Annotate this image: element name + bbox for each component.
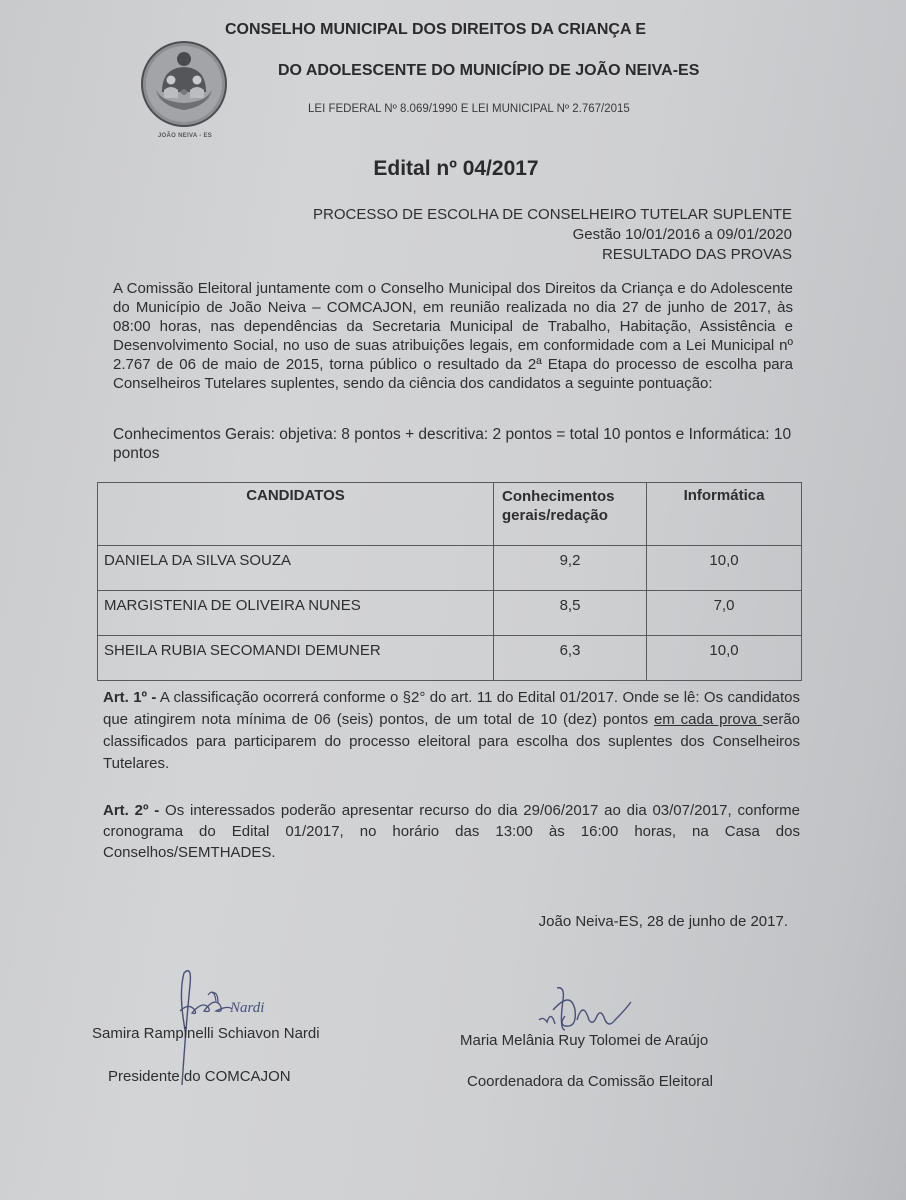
law-reference: LEI FEDERAL Nº 8.069/1990 E LEI MUNICIPAL Nº 2.767/2015 <box>308 103 630 115</box>
computing-score: 10,0 <box>647 636 802 681</box>
council-name-line1: CONSELHO MUNICIPAL DOS DIREITOS DA CRIANÇA E <box>225 21 647 38</box>
intro-paragraph: A Comissão Eleitoral juntamente com o Conselho Municipal dos Direitos da Criança e do Adolescente do Município de João Neiva – COMCAJON, em reunião realizada no dia 27 de junho de 2017, às 08:00 horas, nas dependências da Secretaria Municipal de Trabalho, Habitação, Assistência e Desenvolvimento Social, no uso de suas atribuições legais, em conformidade com a Lei Municipal nº 2.767 de 06 de maio de 2015, torna público o resultado da 2ª Etapa do processo de escolha para Conselheiros Tutelares suplentes, sendo da ciência dos candidatos a seguinte pontuação: <box>113 280 793 393</box>
table-header-row <box>98 483 802 546</box>
article-1-text-after: serão classificados para participarem do processo eleitoral para escolha dos suplentes dos Conselheiros Tutelares. <box>103 711 801 772</box>
council-name-line2: DO ADOLESCENTE DO MUNICÍPIO DE JOÃO NEIVA-ES <box>278 62 700 79</box>
candidate-name: DANIELA DA SILVA SOUZA <box>98 546 494 591</box>
signer-2-name: Maria Melânia Ruy Tolomei de Araújo <box>460 1032 709 1049</box>
council-logo <box>140 40 228 128</box>
candidate-name: MARGISTENIA DE OLIVEIRA NUNES <box>98 591 494 636</box>
article-1-label: Art. 1º - <box>103 689 157 706</box>
article-2 <box>103 800 800 863</box>
general-score: 8,5 <box>494 591 647 636</box>
place-date: João Neiva-ES, 28 de junho de 2017. <box>538 913 788 930</box>
signer-1-role: Presidente do COMCAJON <box>108 1068 291 1085</box>
result-subtitle: RESULTADO DAS PROVAS <box>601 246 792 263</box>
signature-maria <box>535 980 645 1040</box>
candidate-name: SHEILA RUBIA SECOMANDI DEMUNER <box>98 636 494 681</box>
scoring-note: Conhecimentos Gerais: objetiva: 8 pontos + descritiva: 2 pontos = total 10 pontos e Informática: 10 pontos <box>113 426 792 462</box>
article-2-label: Art. 2º - <box>103 802 160 819</box>
signature-samira-text: Nardi <box>230 1000 265 1016</box>
signer-2-role: Coordenadora da Comissão Eleitoral <box>467 1073 713 1090</box>
article-1-underlined: em cada prova <box>653 711 763 728</box>
computing-score: 7,0 <box>647 591 802 636</box>
table-row <box>98 591 802 636</box>
table-row <box>98 546 802 591</box>
article-1 <box>103 687 800 775</box>
header-general-knowledge <box>494 483 647 546</box>
signer-1-name: Samira Rampinelli Schiavon Nardi <box>92 1025 320 1042</box>
header-general-line2: gerais/redação <box>502 507 608 524</box>
term-subtitle: Gestão 10/01/2016 a 09/01/2020 <box>572 226 792 243</box>
scores-table <box>97 482 802 681</box>
article-2-text: Os interessados poderão apresentar recurso do dia 29/06/2017 ao dia 03/07/2017, conforme cronograma do Edital 01/2017, no horário das 13:00 às 16:00 horas, na Casa dos Conselhos/SEMTHADES. <box>103 802 801 861</box>
document-title: Edital nº 04/2017 <box>373 157 539 180</box>
computing-score: 10,0 <box>647 546 802 591</box>
article-1-text-before: A classificação ocorrerá conforme o §2° do art. 11 do Edital 01/2017. Onde se lê: Os candidatos que atingirem nota mínima de 06 (seis) pontos, de um total de 10 (dez) pontos <box>103 689 801 728</box>
general-score: 9,2 <box>494 546 647 591</box>
header-general-line1: Conhecimentos <box>502 488 615 505</box>
logo-caption: JOÃO NEIVA - ES <box>157 133 213 139</box>
process-subtitle: PROCESSO DE ESCOLHA DE CONSELHEIRO TUTELAR SUPLENTE <box>312 206 792 223</box>
table-row <box>98 636 802 681</box>
header-candidates: CANDIDATOS <box>98 483 494 546</box>
general-score: 6,3 <box>494 636 647 681</box>
header-computing: Informática <box>647 483 802 546</box>
